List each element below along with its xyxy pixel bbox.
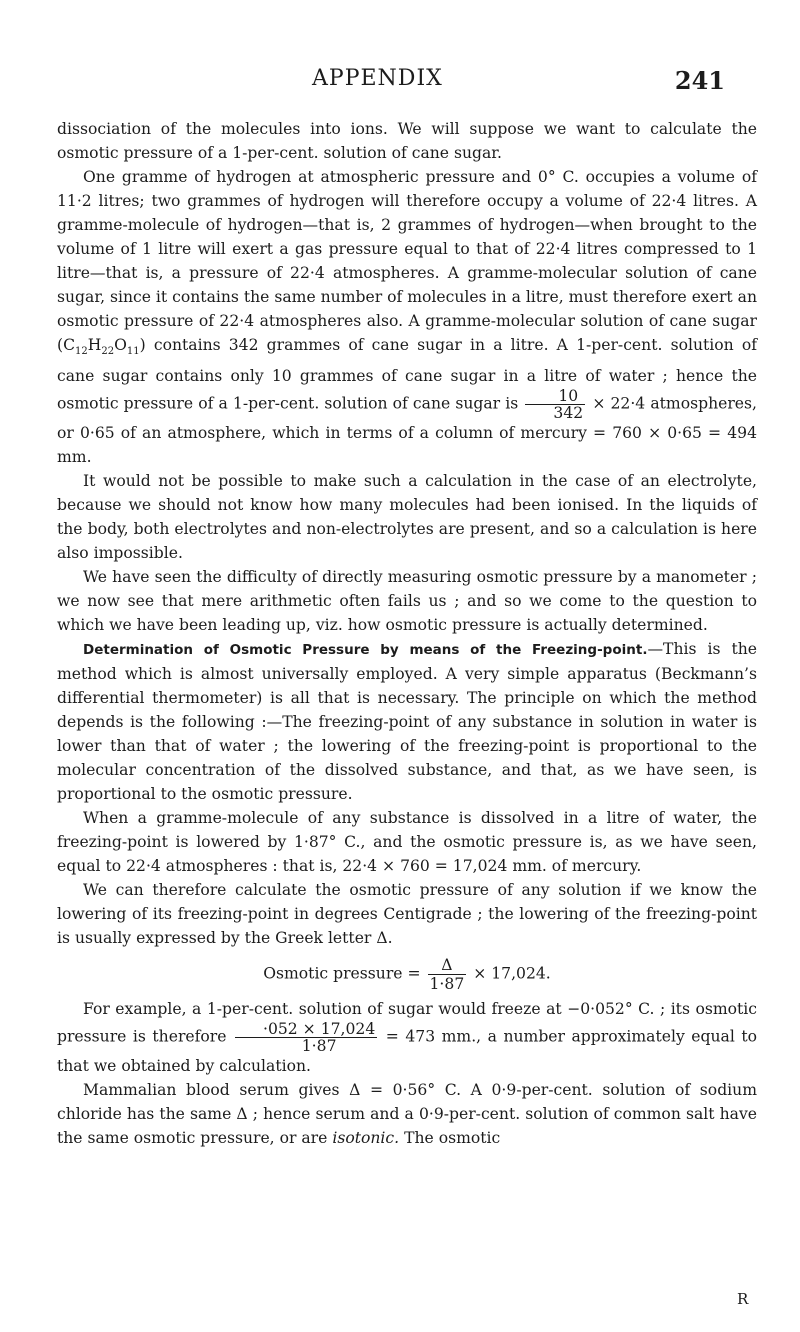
text-run: × 22·4 atmospheres, or 0·65 of an atmosphere, which in terms of a column of mercury = 760 × 0·65 = 494 mm. <box>57 394 757 467</box>
denominator: 342 <box>553 404 584 423</box>
paragraph-6: When a gramme-molecule of any substance is dissolved in a litre of water, the freezing-point is lowered by 1·87° C., and the osmotic pressure is, as we have seen, equal to 22·4 atmospheres : that is, 22·4 × 760 = 17,024 mm. of mercury. <box>57 809 757 876</box>
chemical-formula <box>57 336 140 358</box>
paragraph-2 <box>57 165 757 469</box>
text-run: = 473 mm., a number approximately equal to that we obtained by calculation. <box>57 1027 757 1076</box>
delta-fraction <box>428 956 467 993</box>
paragraph-9 <box>57 1078 757 1150</box>
text-run: —This is the method which is almost universally employed. A very simple apparatus (Beckmann’s differential thermometer) is all that is necessary. The principle on which the method depends is the following :—The freezing-point of any substance in solution in water is lower than that of water ; the lowering of the freezing-point is proportional to the molecular concentration of the dissolved substance, and that, as we have seen, is proportional to the osmotic pressure. <box>57 640 757 804</box>
body-text <box>57 117 757 1150</box>
formula-rhs: × 17,024. <box>473 964 551 983</box>
paragraph-5 <box>57 637 757 806</box>
denominator: 1·87 <box>301 1037 337 1056</box>
numerator: 10 <box>525 388 585 405</box>
paragraph-7: We can therefore calculate the osmotic pressure of any solution if we know the lowering of its freezing-point in degrees Centigrade ; the lowering of the freezing-point is usually expressed by the Greek letter Δ. <box>57 881 757 948</box>
subscript: 22 <box>101 346 115 358</box>
text-run: O <box>114 336 127 354</box>
osmotic-pressure-formula <box>57 956 757 993</box>
text-run: One gramme of hydrogen at atmospheric pressure and 0° C. occupies a volume of 11·2 litres; two grammes of hydrogen will therefore occupy a volume of 22·4 litres. A gramme-molecule of hydrogen—that is, 2 grammes of hydrogen—when brought to the volume of 1 litre will exert a gas pressure equal to that of 22·4 litres compressed to 1 litre—that is, a pressure of 22·4 atmospheres. A gramme-molecular solution of cane sugar, since it contains the same number of molecules in a litre, must therefore exert an osmotic pressure of 22·4 atmospheres also. A gramme-molecular solution of cane sugar <box>57 168 757 330</box>
subscript: 11 <box>126 346 140 358</box>
italic-term: isotonic. <box>332 1129 400 1148</box>
section-heading: Determination of Osmotic Pressure by means of the Freezing-point. <box>83 642 648 659</box>
signature-mark: R <box>737 1290 749 1308</box>
page-number: 241 <box>674 66 725 95</box>
page-header <box>0 66 800 106</box>
paragraph-4: We have seen the difficulty of directly measuring osmotic pressure by a manometer ; we now see that mere arithmetic often fails us ; and so we come to the question to which we have been leading up, viz. how osmotic pressure is actually determined. <box>57 568 757 635</box>
paragraph-1: dissociation of the molecules into ions. We will suppose we want to calculate the osmotic pressure of a 1-per-cent. solution of cane sugar. <box>57 120 757 162</box>
running-head: APPENDIX <box>312 66 443 91</box>
denominator: 1·87 <box>429 975 465 994</box>
text-run: (C <box>57 336 76 354</box>
paragraph-3: It would not be possible to make such a calculation in the case of an electrolyte, because we should not know how many molecules had been ionised. In the liquids of the body, both electrolytes and non-electrolytes are present, and so a calculation is here also impossible. <box>57 472 757 563</box>
text-run: ) contains 342 grammes of cane sugar in a litre. A 1-per-cent. solution of cane sugar contains only 10 grammes of cane sugar in a litre of water ; hence the osmotic pressure of a 1-per-cent. solution of cane sugar is <box>57 336 757 413</box>
text-run: For example, a 1-per-cent. solution of sugar would freeze at −0·052° C. ; its osmotic pressure is therefore <box>57 1000 757 1046</box>
text-run: The osmotic <box>404 1129 501 1148</box>
paragraph-8 <box>57 997 757 1078</box>
fraction-10-over-342 <box>525 388 585 421</box>
text-run: Mammalian blood serum gives Δ = 0·56° C. A 0·9-per-cent. solution of sodium chloride has the same Δ ; hence serum and a 0·9-per-cent. solution of common salt have the same osmotic pressure, or are <box>57 1081 757 1148</box>
formula-lhs: Osmotic pressure = <box>263 964 421 983</box>
example-fraction <box>235 1021 377 1054</box>
numerator: ·052 × 17,024 <box>235 1021 377 1038</box>
text-run: H <box>87 336 102 354</box>
subscript: 12 <box>75 346 88 358</box>
numerator: Δ <box>428 956 467 975</box>
